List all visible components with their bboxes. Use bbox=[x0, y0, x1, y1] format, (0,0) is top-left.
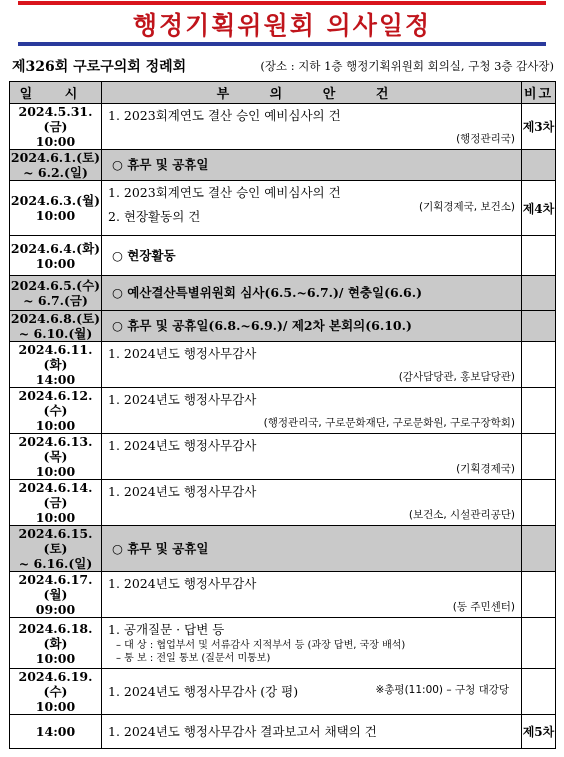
row-note bbox=[522, 150, 556, 181]
row-agenda bbox=[102, 150, 522, 181]
table-row bbox=[10, 669, 556, 715]
row-date bbox=[10, 480, 102, 526]
header-date: 일 시 bbox=[10, 82, 102, 104]
row-date-time: 10:00 bbox=[35, 134, 76, 149]
table-row bbox=[10, 342, 556, 388]
responsible-department: (감사담당관, 홍보담당관) bbox=[398, 371, 515, 383]
row-note bbox=[522, 480, 556, 526]
row-date-time: 14:00 bbox=[35, 372, 76, 387]
row-date-day: 2024.6.14.(금) bbox=[18, 480, 93, 510]
responsible-department: (동 주민센터) bbox=[452, 601, 515, 613]
row-agenda bbox=[102, 526, 522, 572]
row-date bbox=[10, 181, 102, 236]
table-row bbox=[10, 181, 556, 236]
responsible-department: (행정관리국) bbox=[456, 133, 515, 145]
agenda-line: 1. 2024년도 행정사무감사 bbox=[108, 576, 257, 591]
row-date-time: ~ 6.16.(일) bbox=[18, 556, 93, 571]
row-date-day: 2024.6.17.(월) bbox=[18, 572, 93, 602]
row-agenda bbox=[102, 715, 522, 749]
row-date-day: 2024.6.13.(목) bbox=[18, 434, 93, 464]
table-row bbox=[10, 434, 556, 480]
responsible-department: (보건소, 시설관리공단) bbox=[408, 509, 515, 521]
row-date-time: 10:00 bbox=[35, 255, 76, 271]
agenda-line: 1. 공개질문 · 답변 등 bbox=[108, 622, 225, 637]
row-date bbox=[10, 342, 102, 388]
row-date-day: 2024.6.11.(화) bbox=[18, 342, 93, 372]
row-note bbox=[522, 276, 556, 311]
table-row bbox=[10, 150, 556, 181]
row-date-time: 10:00 bbox=[35, 510, 76, 525]
table-row bbox=[10, 388, 556, 434]
row-note: 제4차 bbox=[522, 181, 556, 236]
row-date-time: 10:00 bbox=[35, 208, 76, 223]
table-row bbox=[10, 236, 556, 276]
row-date-time: ~ 6.10.(월) bbox=[18, 326, 93, 341]
responsible-department: (행정관리국, 구로문화재단, 구로문화원, 구로구장학회) bbox=[263, 417, 515, 429]
row-note bbox=[522, 434, 556, 480]
row-agenda bbox=[102, 311, 522, 342]
row-date-time: 10:00 bbox=[35, 418, 76, 433]
agenda-line: 1. 2023회계연도 결산 승인 예비심사의 건 bbox=[108, 185, 341, 200]
row-date-time: 14:00 bbox=[35, 724, 76, 739]
row-date-day: 2024.6.8.(토) bbox=[10, 311, 101, 326]
row-date bbox=[10, 572, 102, 618]
row-date bbox=[10, 526, 102, 572]
row-agenda bbox=[102, 572, 522, 618]
row-note: 제5차 bbox=[522, 715, 556, 749]
agenda-line: ○ 현장활동 bbox=[112, 247, 176, 263]
row-date bbox=[10, 388, 102, 434]
row-date-day: 2024.5.31.(금) bbox=[18, 104, 93, 134]
row-date-day: 2024.6.1.(토) bbox=[10, 150, 101, 165]
row-agenda bbox=[102, 434, 522, 480]
row-date-day: 2024.6.15.(토) bbox=[18, 526, 93, 556]
row-agenda bbox=[102, 618, 522, 669]
agenda-line: 1. 2024년도 행정사무감사 결과보고서 채택의 건 bbox=[108, 723, 377, 739]
header-agenda: 부 의 안 건 bbox=[102, 82, 522, 104]
session-place: (장소 : 지하 1층 행정기획위원회 회의실, 구청 3층 감사장) bbox=[260, 59, 554, 73]
agenda-line: 1. 2024년도 행정사무감사 bbox=[108, 346, 257, 361]
row-date-day: 2024.6.19.(수) bbox=[18, 669, 93, 699]
row-date-day: 2024.6.3.(월) bbox=[10, 193, 101, 208]
agenda-line: 1. 2024년도 행정사무감사 (강 평) bbox=[108, 683, 299, 699]
agenda-line: ○ 예산결산특별위원회 심사(6.5.~6.7.)/ 현충일(6.6.) bbox=[112, 285, 423, 300]
row-note bbox=[522, 236, 556, 276]
row-date bbox=[10, 276, 102, 311]
row-date bbox=[10, 715, 102, 749]
row-note bbox=[522, 526, 556, 572]
responsible-department: (기획경제국, 보건소) bbox=[418, 201, 515, 213]
agenda-subline: – 대 상 : 협업부서 및 서류감사 지적부서 등 (과장 답변, 국장 배석) bbox=[116, 640, 406, 651]
row-agenda bbox=[102, 236, 522, 276]
row-date-time: 10:00 bbox=[35, 699, 76, 714]
agenda-line: ○ 휴무 및 공휴일 bbox=[112, 540, 209, 556]
row-date-time: 10:00 bbox=[35, 464, 76, 479]
row-date bbox=[10, 236, 102, 276]
row-note bbox=[522, 388, 556, 434]
row-note bbox=[522, 669, 556, 715]
table-row bbox=[10, 276, 556, 311]
row-agenda bbox=[102, 480, 522, 526]
table-row bbox=[10, 618, 556, 669]
agenda-line: 1. 2024년도 행정사무감사 bbox=[108, 484, 257, 499]
row-date-day: 2024.6.5.(수) bbox=[10, 278, 101, 293]
row-date-time: ~ 6.7.(금) bbox=[23, 293, 88, 308]
row-agenda bbox=[102, 276, 522, 311]
agenda-line: 1. 2024년도 행정사무감사 bbox=[108, 438, 257, 453]
inline-note: ※총평(11:00) – 구청 대강당 bbox=[375, 684, 509, 696]
row-note bbox=[522, 618, 556, 669]
row-date-time: 09:00 bbox=[35, 602, 76, 617]
row-note bbox=[522, 311, 556, 342]
row-note bbox=[522, 572, 556, 618]
row-agenda bbox=[102, 388, 522, 434]
row-date-time: ~ 6.2.(일) bbox=[23, 165, 88, 180]
title-bottom-bar bbox=[18, 42, 546, 46]
schedule-table bbox=[9, 81, 556, 749]
agenda-subline: – 통 보 : 전일 통보 (질문서 미통보) bbox=[116, 653, 271, 664]
row-note bbox=[522, 342, 556, 388]
table-row bbox=[10, 526, 556, 572]
title-top-bar bbox=[18, 1, 546, 5]
table-row bbox=[10, 480, 556, 526]
row-date-time: 10:00 bbox=[35, 650, 76, 666]
table-row bbox=[10, 104, 556, 150]
agenda-line: ○ 휴무 및 공휴일 bbox=[112, 157, 209, 172]
agenda-line: 1. 2023회계연도 결산 승인 예비심사의 건 bbox=[108, 108, 341, 123]
session-name: 제326회 구로구의회 정례회 bbox=[12, 59, 187, 75]
table-row bbox=[10, 311, 556, 342]
row-date-day: 2024.6.4.(화) bbox=[10, 240, 101, 256]
row-date bbox=[10, 311, 102, 342]
table-row bbox=[10, 715, 556, 749]
row-date bbox=[10, 434, 102, 480]
row-agenda bbox=[102, 181, 522, 236]
row-date-day: 2024.6.18.(화) bbox=[18, 620, 93, 651]
responsible-department: (기획경제국) bbox=[456, 463, 515, 475]
agenda-line: 2. 현장활동의 건 bbox=[108, 209, 201, 224]
agenda-line: 1. 2024년도 행정사무감사 bbox=[108, 392, 257, 407]
row-date bbox=[10, 618, 102, 669]
row-note: 제3차 bbox=[522, 104, 556, 150]
header-note: 비고 bbox=[522, 82, 556, 104]
session-line bbox=[8, 56, 556, 78]
row-date bbox=[10, 104, 102, 150]
row-date-day: 2024.6.12.(수) bbox=[18, 388, 93, 418]
row-date bbox=[10, 150, 102, 181]
row-agenda bbox=[102, 669, 522, 715]
row-agenda bbox=[102, 342, 522, 388]
agenda-line: ○ 휴무 및 공휴일(6.8.~6.9.)/ 제2차 본회의(6.10.) bbox=[112, 318, 412, 333]
row-date bbox=[10, 669, 102, 715]
table-row bbox=[10, 572, 556, 618]
row-agenda bbox=[102, 104, 522, 150]
table-header-row bbox=[10, 82, 556, 104]
page-title: 행정기획위원회 의사일정 bbox=[132, 11, 432, 40]
